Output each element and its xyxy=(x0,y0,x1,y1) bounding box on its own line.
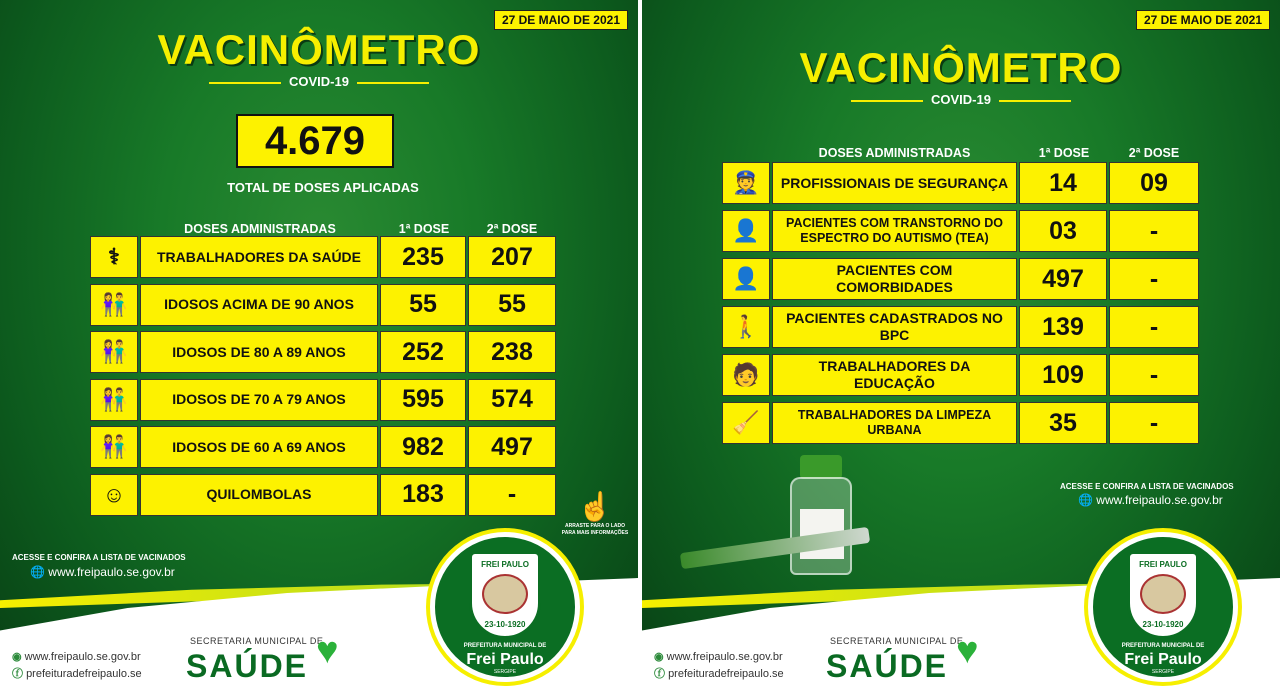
divider-line xyxy=(209,82,281,84)
dose1-value: 497 xyxy=(1019,258,1107,300)
divider-line xyxy=(999,100,1071,102)
row-label: TRABALHADORES DA LIMPEZA URBANA xyxy=(772,402,1017,444)
dose2-value: - xyxy=(468,474,556,516)
person-plus-icon: 👤 xyxy=(722,258,770,300)
dose1-value: 235 xyxy=(380,236,466,278)
social-icon: ⓕ xyxy=(654,668,669,681)
seal-emblem-icon xyxy=(482,574,528,614)
health-worker-icon: ⚕ xyxy=(90,236,138,278)
footer-social[interactable]: prefeituradefreipaulo.se xyxy=(668,668,784,681)
dose2-value: - xyxy=(1109,210,1199,252)
vaccine-vial-icon xyxy=(790,455,852,575)
heart-plus-icon: ♥ xyxy=(316,630,339,672)
person-crutch-icon: 🚶 xyxy=(722,306,770,348)
footer-site[interactable]: www.freipaulo.se.gov.br xyxy=(24,650,141,663)
seal-shield xyxy=(1127,551,1199,639)
access-site-text: www.freipaulo.se.gov.br xyxy=(48,565,175,579)
dose1-value: 109 xyxy=(1019,354,1107,396)
elderly-couple-icon: 👫 xyxy=(90,331,138,373)
globe-icon: ◉ xyxy=(12,650,25,663)
dose1-value: 14 xyxy=(1019,162,1107,204)
left-panel xyxy=(0,0,638,698)
swipe-hand-icon: ☝ xyxy=(577,491,613,522)
dose1-value: 03 xyxy=(1019,210,1107,252)
masked-person-icon: ☺ xyxy=(90,474,138,516)
date-badge: 27 DE MAIO DE 2021 xyxy=(1136,10,1270,30)
seal-top: FREI PAULO xyxy=(1139,560,1187,569)
header-doses: DOSES ADMINISTRADAS xyxy=(818,146,971,160)
dose2-value: 497 xyxy=(468,426,556,468)
seal-top: FREI PAULO xyxy=(481,560,529,569)
secretaria-label: SECRETARIA MUNICIPAL DE xyxy=(190,636,324,646)
footer-site[interactable]: www.freipaulo.se.gov.br xyxy=(666,650,783,663)
elderly-couple-icon: 👫 xyxy=(90,379,138,421)
row-label: IDOSOS DE 70 A 79 ANOS xyxy=(140,379,378,421)
dose1-value: 55 xyxy=(380,284,466,326)
elderly-couple-icon: 👫 xyxy=(90,426,138,468)
heart-plus-icon: ♥ xyxy=(956,630,979,672)
page-title: VACINÔMETRO xyxy=(157,26,481,73)
dose2-value: - xyxy=(1109,258,1199,300)
dose2-value: 238 xyxy=(468,331,556,373)
row-label: TRABALHADORES DA EDUCAÇÃO xyxy=(772,354,1017,396)
dose2-value: 574 xyxy=(468,379,556,421)
header-dose2: 2ª DOSE xyxy=(486,222,538,236)
dose1-value: 595 xyxy=(380,379,466,421)
seal-state: SERGIPE xyxy=(493,669,517,675)
dose2-value: - xyxy=(1109,402,1199,444)
dose1-value: 252 xyxy=(380,331,466,373)
header-doses: DOSES ADMINISTRADAS xyxy=(184,222,336,236)
row-label: QUILOMBOLAS xyxy=(140,474,378,516)
footer-social[interactable]: prefeituradefreipaulo.se xyxy=(26,668,142,681)
frei-paulo-seal xyxy=(1088,532,1238,682)
globe-icon: 🌐 xyxy=(1078,493,1097,507)
dose2-value: - xyxy=(1109,306,1199,348)
dose1-value: 183 xyxy=(380,474,466,516)
elderly-couple-icon: 👫 xyxy=(90,284,138,326)
seal-name: Frei Paulo xyxy=(1124,651,1202,668)
frei-paulo-seal xyxy=(430,532,580,682)
swipe-text: ARRASTE PARA O LADO PARA MAIS INFORMAÇÕES xyxy=(561,523,629,536)
globe-icon: ◉ xyxy=(654,650,667,663)
right-panel xyxy=(642,0,1280,698)
seal-prefeitura: PREFEITURA MUNICIPAL DE xyxy=(1121,643,1205,649)
total-doses: 4.679 xyxy=(236,114,394,168)
teacher-icon: 🧑 xyxy=(722,354,770,396)
subtitle-text: COVID-19 xyxy=(931,92,991,107)
access-site-text: www.freipaulo.se.gov.br xyxy=(1096,493,1223,507)
header-dose2: 2ª DOSE xyxy=(1128,146,1180,160)
row-label: PACIENTES CADASTRADOS NO BPC xyxy=(772,306,1017,348)
total-doses-label: TOTAL DE DOSES APLICADAS xyxy=(227,180,419,195)
header-dose1: 1ª DOSE xyxy=(1038,146,1090,160)
dose1-value: 139 xyxy=(1019,306,1107,348)
seal-state: SERGIPE xyxy=(1151,669,1175,675)
footer-links xyxy=(12,649,142,684)
secretaria-label: SECRETARIA MUNICIPAL DE xyxy=(830,636,964,646)
swipe-hint xyxy=(560,490,630,536)
row-label: PROFISSIONAIS DE SEGURANÇA xyxy=(772,162,1017,204)
seal-prefeitura: PREFEITURA MUNICIPAL DE xyxy=(463,643,547,649)
access-text: ACESSE E CONFIRA A LISTA DE VACINADOS xyxy=(12,553,186,562)
social-icon: ⓕ xyxy=(12,668,27,681)
street-sweeper-icon: 🧹 xyxy=(722,402,770,444)
dose2-value: 207 xyxy=(468,236,556,278)
subtitle xyxy=(642,92,1280,107)
globe-icon: 🌐 xyxy=(30,565,49,579)
divider-line xyxy=(357,82,429,84)
row-label: TRABALHADORES DA SAÚDE xyxy=(140,236,378,278)
seal-date: 23-10-1920 xyxy=(484,620,526,629)
dose1-value: 35 xyxy=(1019,402,1107,444)
subtitle-text: COVID-19 xyxy=(289,74,349,89)
saude-logo-text: SAÚDE xyxy=(826,648,949,684)
row-label: PACIENTES COM TRANSTORNO DO ESPECTRO DO AUTISMO (TEA) xyxy=(772,210,1017,252)
person-icon: 👤 xyxy=(722,210,770,252)
row-label: PACIENTES COM COMORBIDADES xyxy=(772,258,1017,300)
page-title: VACINÔMETRO xyxy=(799,44,1123,91)
row-label: IDOSOS DE 80 A 89 ANOS xyxy=(140,331,378,373)
vial-cap xyxy=(800,455,842,479)
dose1-value: 982 xyxy=(380,426,466,468)
header-dose1: 1ª DOSE xyxy=(398,222,450,236)
seal-date: 23-10-1920 xyxy=(1142,620,1184,629)
vial-body xyxy=(790,477,852,575)
date-badge: 27 DE MAIO DE 2021 xyxy=(494,10,628,30)
seal-name: Frei Paulo xyxy=(466,651,544,668)
footer-links xyxy=(654,649,784,684)
saude-logo-text: SAÚDE xyxy=(186,648,309,684)
divider-line xyxy=(851,100,923,102)
access-site[interactable] xyxy=(1078,493,1223,507)
seal-shield xyxy=(469,551,541,639)
dose2-value: 09 xyxy=(1109,162,1199,204)
dose2-value: 55 xyxy=(468,284,556,326)
access-text: ACESSE E CONFIRA A LISTA DE VACINADOS xyxy=(1060,482,1234,491)
row-label: IDOSOS ACIMA DE 90 ANOS xyxy=(140,284,378,326)
row-label: IDOSOS DE 60 A 69 ANOS xyxy=(140,426,378,468)
seal-emblem-icon xyxy=(1140,574,1186,614)
subtitle xyxy=(0,74,638,89)
dose2-value: - xyxy=(1109,354,1199,396)
police-officer-icon: 👮 xyxy=(722,162,770,204)
access-site[interactable] xyxy=(30,565,175,579)
